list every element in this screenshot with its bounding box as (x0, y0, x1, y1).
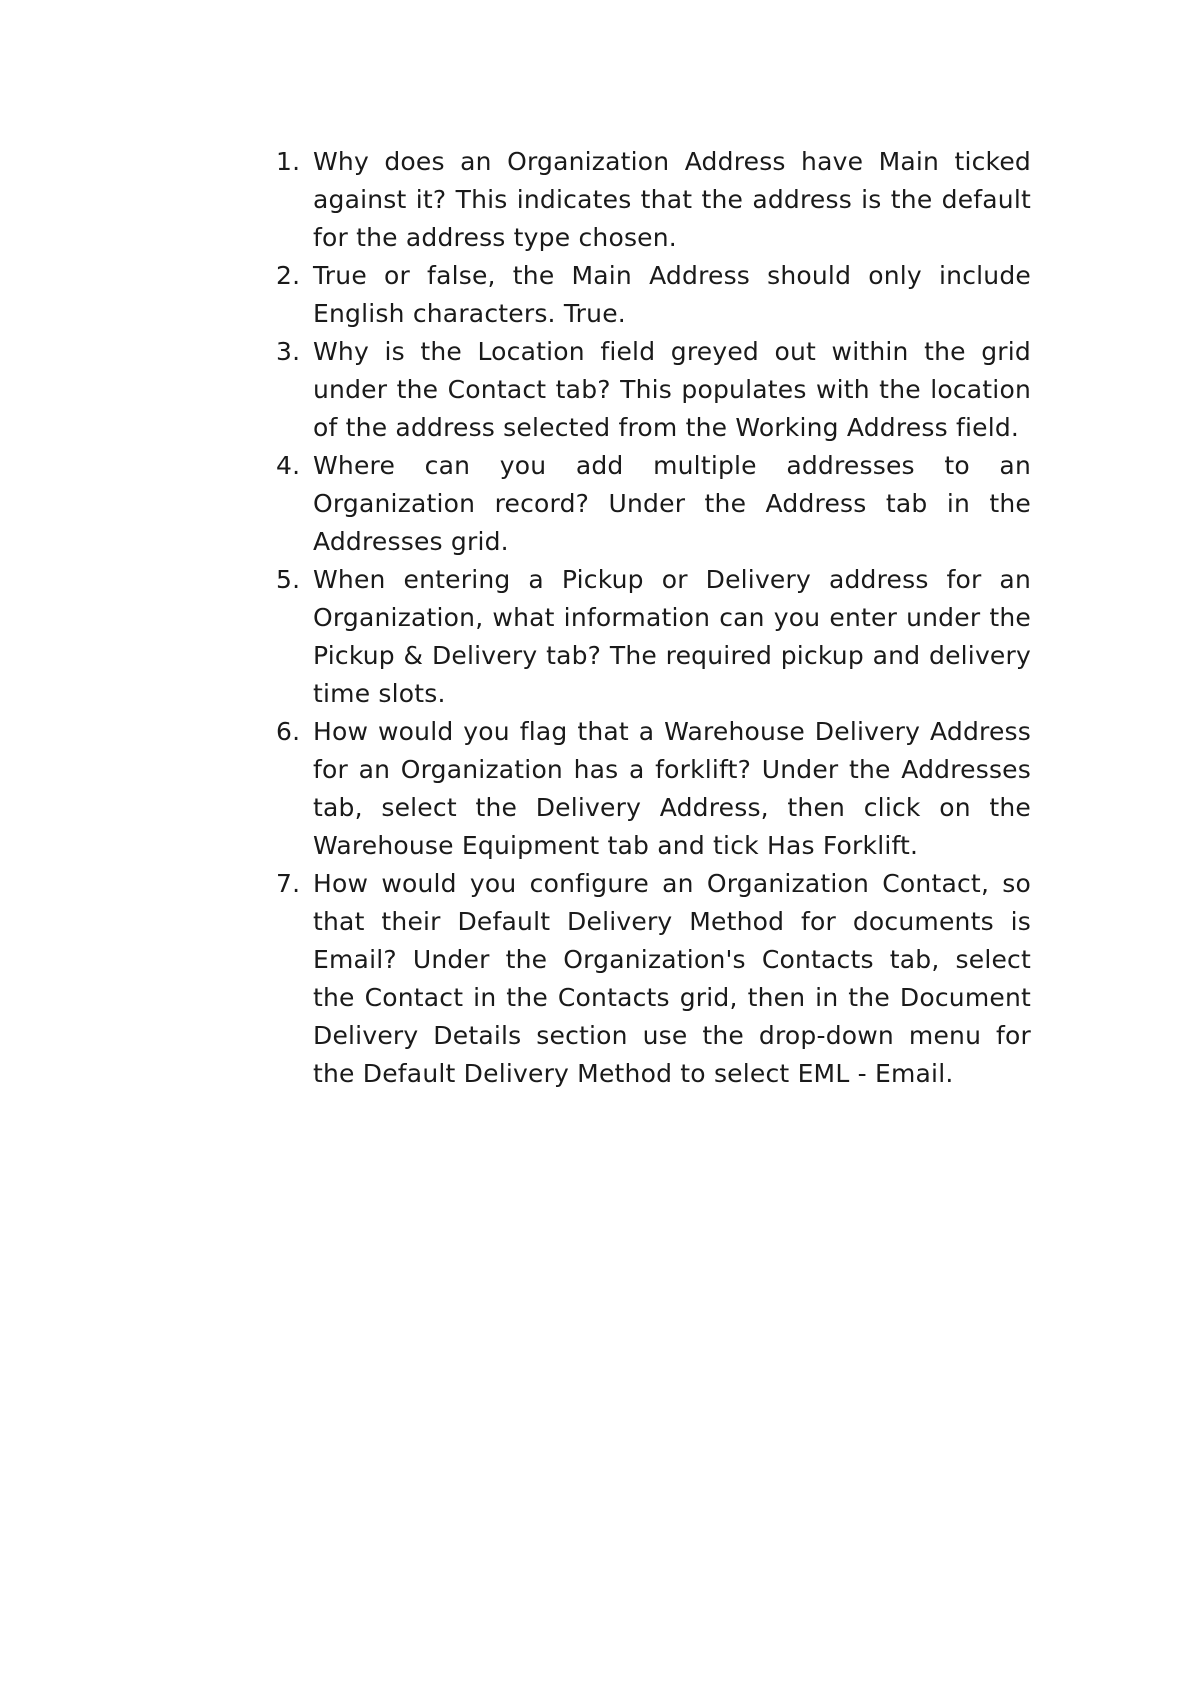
list-item (276, 143, 1031, 257)
item-number: 2. (276, 261, 301, 290)
list-item (276, 713, 1031, 865)
question-text: How would you flag that a Warehouse Delivery Address for an Organization has a forklift? (313, 717, 1031, 784)
answer-text: This populates with the location of the address selected from the Working Address field. (313, 375, 1031, 442)
item-number: 4. (276, 451, 301, 480)
answer-text: This indicates that the address is the default for the address type chosen. (313, 185, 1031, 252)
list-item (276, 865, 1031, 1093)
item-number: 6. (276, 717, 301, 746)
item-number: 1. (276, 147, 301, 176)
list-item (276, 333, 1031, 447)
question-text: When entering a Pickup or Delivery address for an Organization, what information can you enter under the Pickup & Delivery tab? (313, 565, 1031, 670)
answer-text: Under the Address tab in the Addresses grid. (313, 489, 1031, 556)
answer-text: Under the Addresses tab, select the Delivery Address, then click on the Warehouse Equipment tab and tick Has Forklift. (313, 755, 1031, 860)
question-text: True or false, the Main Address should only include English characters. (313, 261, 1031, 328)
question-text: How would you configure an Organization Contact, so that their Default Delivery Method for documents is Email? (313, 869, 1031, 974)
question-answer-list (276, 143, 1031, 1093)
answer-text: True. (563, 299, 626, 328)
list-item (276, 257, 1031, 333)
question-text: Where can you add multiple addresses to an Organization record? (313, 451, 1031, 518)
list-item (276, 561, 1031, 713)
item-number: 5. (276, 565, 301, 594)
answer-text: The required pickup and delivery time slots. (313, 641, 1031, 708)
item-number: 7. (276, 869, 301, 898)
answer-text: Under the Organization's Contacts tab, select the Contact in the Contacts grid, then in the Document Delivery Details section use the drop-down menu for the Default Delivery Method to select EML - Email. (313, 945, 1031, 1088)
item-number: 3. (276, 337, 301, 366)
list-item (276, 447, 1031, 561)
question-text: Why does an Organization Address have Main ticked against it? (313, 147, 1031, 214)
question-text: Why is the Location field greyed out within the grid under the Contact tab? (313, 337, 1031, 404)
